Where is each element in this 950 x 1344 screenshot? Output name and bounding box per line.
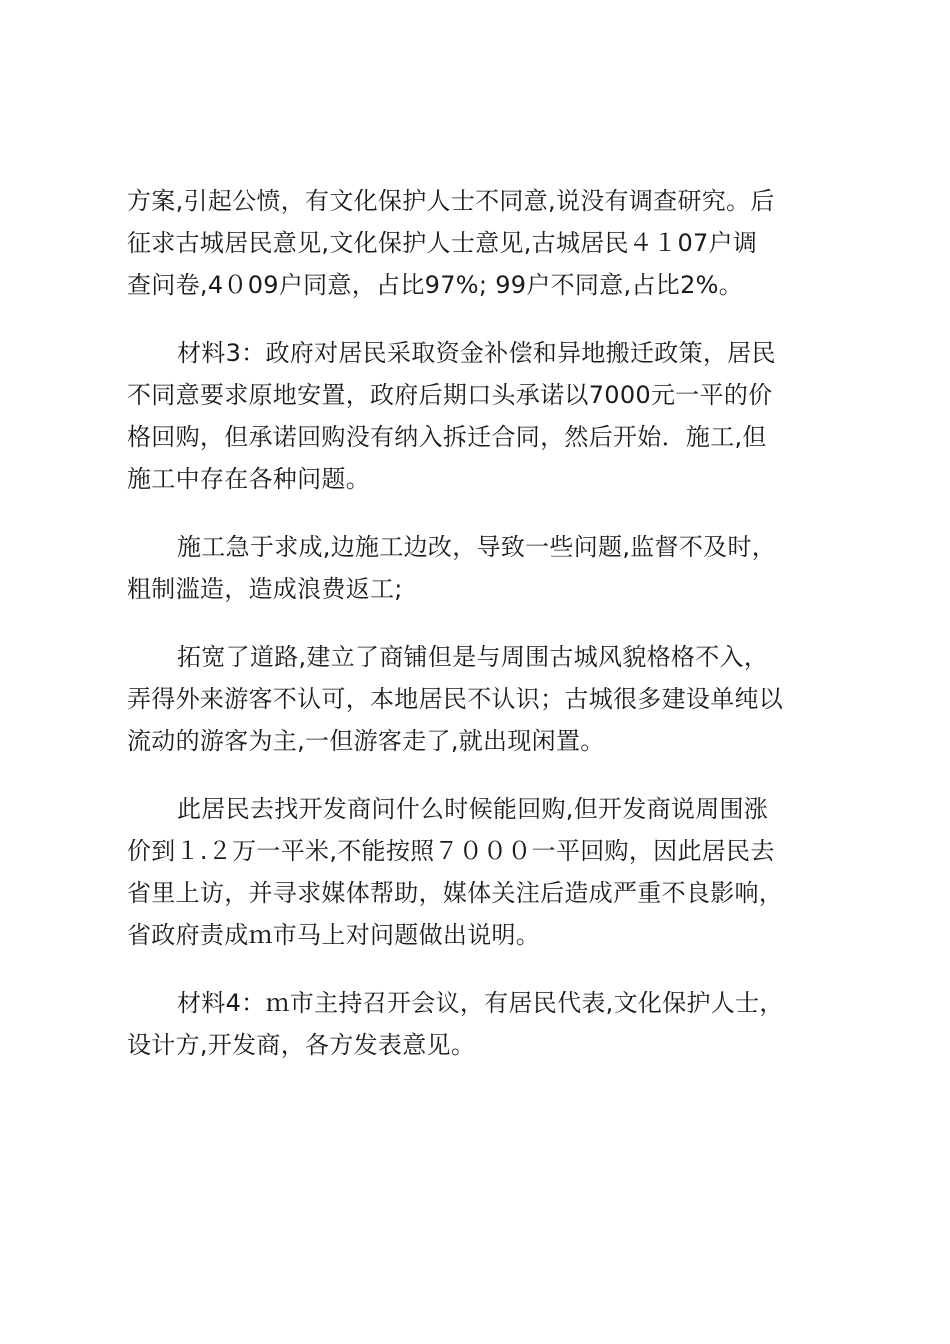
- text-line: 不同意要求原地安置，政府后期口头承诺以7000元一平的价: [127, 381, 773, 409]
- text-line: 省里上访，并寻求媒体帮助，媒体关注后造成严重不良影响，: [127, 879, 784, 907]
- text-line: 材料3：政府对居民采取资金补偿和异地搬迁政策，居民: [177, 339, 776, 367]
- text-line: 施工急于求成,边施工边改，导致一些问题,监督不及时，: [177, 533, 777, 561]
- text-line: 省政府责成ｍ市马上对问题做出说明。: [127, 921, 541, 949]
- text-line: 价到１.２万一平米,不能按照７０００一平回购，因此居民去: [127, 837, 775, 865]
- paragraph-5: [127, 788, 825, 956]
- text-line: 弄得外来游客不认可，本地居民不认识；古城很多建设单纯以: [127, 685, 784, 713]
- paragraph-6: [127, 982, 825, 1066]
- document-body: [127, 180, 825, 1092]
- paragraph-2: [127, 332, 825, 500]
- text-line: 征求古城居民意见,文化保护人士意见,古城居民４１07户调: [127, 229, 758, 257]
- text-line: 设计方,开发商，各方发表意见。: [127, 1031, 476, 1059]
- text-line: 方案,引起公愤，有文化保护人士不同意,说没有调查研究。后: [127, 187, 775, 215]
- paragraph-3: [127, 526, 825, 610]
- text-line: 此居民去找开发商问什么时候能回购,但开发商说周围涨: [177, 795, 769, 823]
- paragraph-4: [127, 636, 825, 762]
- text-line: 施工中存在各种问题。: [127, 465, 370, 493]
- text-line: 格回购，但承诺回购没有纳入拆迁合同，然后开始．施工,但: [127, 423, 767, 451]
- text-line: 材料4：ｍ市主持召开会议，有居民代表,文化保护人士，: [177, 989, 784, 1017]
- text-line: 拓宽了道路,建立了商铺但是与周围古城风貌格格不入，: [177, 643, 769, 671]
- text-line: 查问卷,4０09户同意，占比97%; 99户不同意,占比2%。: [127, 271, 744, 299]
- text-line: 粗制滥造，造成浪费返工;: [127, 575, 403, 603]
- text-line: 流动的游客为主,一但游客走了,就出现闲置。: [127, 727, 605, 755]
- paragraph-1: [127, 180, 825, 306]
